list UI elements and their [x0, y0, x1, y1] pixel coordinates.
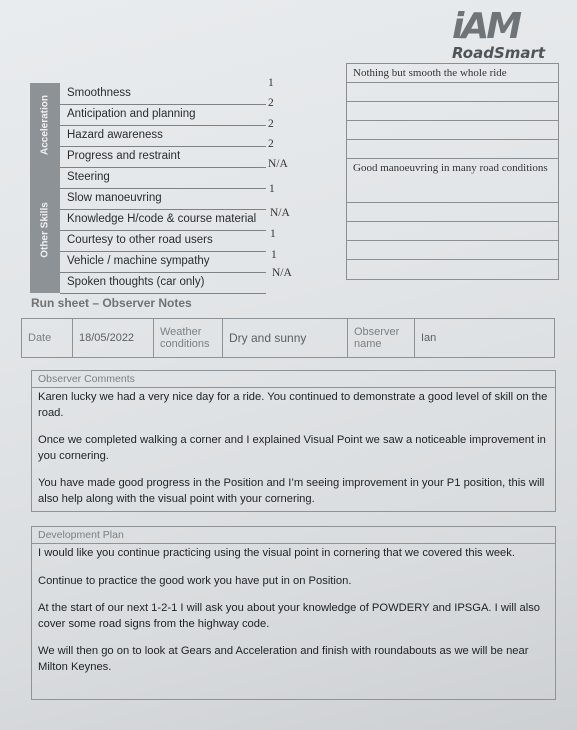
skill-row: Spoken thoughts (car only) — [60, 272, 266, 294]
date-label: Date — [22, 319, 73, 357]
comment-paragraph: You have made good progress in the Position and I’m seeing improvement in your P1 position, this will also help along with the visual point with your cornering. — [38, 477, 545, 505]
plan-paragraph: I would like you continue practicing using the visual point in cornering that we covered this week. — [38, 547, 515, 559]
observer-value: Ian — [421, 332, 437, 344]
score-sympathy: 1 — [271, 249, 277, 261]
observer-comments-panel — [31, 370, 556, 512]
note-line — [347, 121, 558, 140]
observer-label: Observer name — [348, 319, 415, 357]
date-value: 18/05/2022 — [73, 319, 154, 357]
skill-row: Hazard awareness — [60, 125, 266, 147]
skill-row: Steering — [60, 167, 266, 189]
note-line — [347, 203, 558, 222]
note-line — [347, 102, 558, 121]
skill-row: Smoothness — [60, 83, 266, 105]
note-line — [347, 222, 558, 241]
score-knowledge: N/A — [270, 207, 290, 219]
development-plan-title: Development Plan — [32, 527, 555, 544]
group-label-other-skills: Other Skills — [30, 167, 60, 293]
session-info-table — [21, 318, 555, 358]
logo-brand: iAM — [452, 6, 520, 47]
skill-row: Progress and restraint — [60, 146, 266, 168]
plan-paragraph: At the start of our next 1-2-1 I will ask you about your knowledge of POWDERY and IPSGA. I will also cover some road signs from the highway code. — [38, 602, 541, 630]
note-line: Good manoeuvring in many road conditions — [347, 159, 558, 203]
weather-value: Dry and sunny — [223, 319, 348, 357]
score-anticipation: 2 — [268, 97, 274, 109]
logo-subtitle: RoadSmart — [452, 44, 546, 62]
score-slow-manoeuvring: 1 — [269, 183, 275, 195]
score-hazard: 2 — [268, 118, 274, 130]
skill-row: Slow manoeuvring — [60, 188, 266, 210]
observer-comments-title: Observer Comments — [32, 371, 555, 388]
skill-row: Vehicle / machine sympathy — [60, 251, 266, 273]
note-line — [347, 241, 558, 260]
score-progress: 2 — [268, 138, 274, 150]
skill-row: Courtesy to other road users — [60, 230, 266, 252]
note-line — [347, 260, 558, 279]
score-spoken-thoughts: N/A — [272, 267, 292, 279]
note-line — [347, 83, 558, 102]
plan-paragraph: We will then go on to look at Gears and Acceleration and finish with roundabouts as we will be near Milton Keynes. — [38, 645, 529, 673]
plan-paragraph: Continue to practice the good work you have put in on Position. — [38, 574, 352, 587]
skill-notes-box — [346, 63, 559, 280]
score-courtesy: 1 — [270, 228, 276, 240]
comment-paragraph: Once we completed walking a corner and I explained Visual Point we saw a noticeable improvement in you cornering. — [38, 434, 546, 462]
skill-row: Knowledge H/code & course material — [60, 209, 266, 231]
development-plan-panel — [31, 526, 556, 700]
group-label-acceleration: Acceleration — [30, 83, 60, 167]
note-line — [347, 140, 558, 159]
comment-paragraph: Karen lucky we had a very nice day for a ride. You continued to demonstrate a good level of skill on the road. — [38, 391, 548, 419]
weather-label: Weather conditions — [154, 319, 223, 357]
score-steering: N/A — [268, 158, 288, 170]
skill-row: Anticipation and planning — [60, 104, 266, 126]
score-smoothness: 1 — [268, 77, 274, 89]
iam-roadsmart-logo — [448, 6, 548, 64]
run-sheet-title: Run sheet – Observer Notes — [31, 296, 192, 310]
note-line: Nothing but smooth the whole ride — [347, 64, 558, 83]
